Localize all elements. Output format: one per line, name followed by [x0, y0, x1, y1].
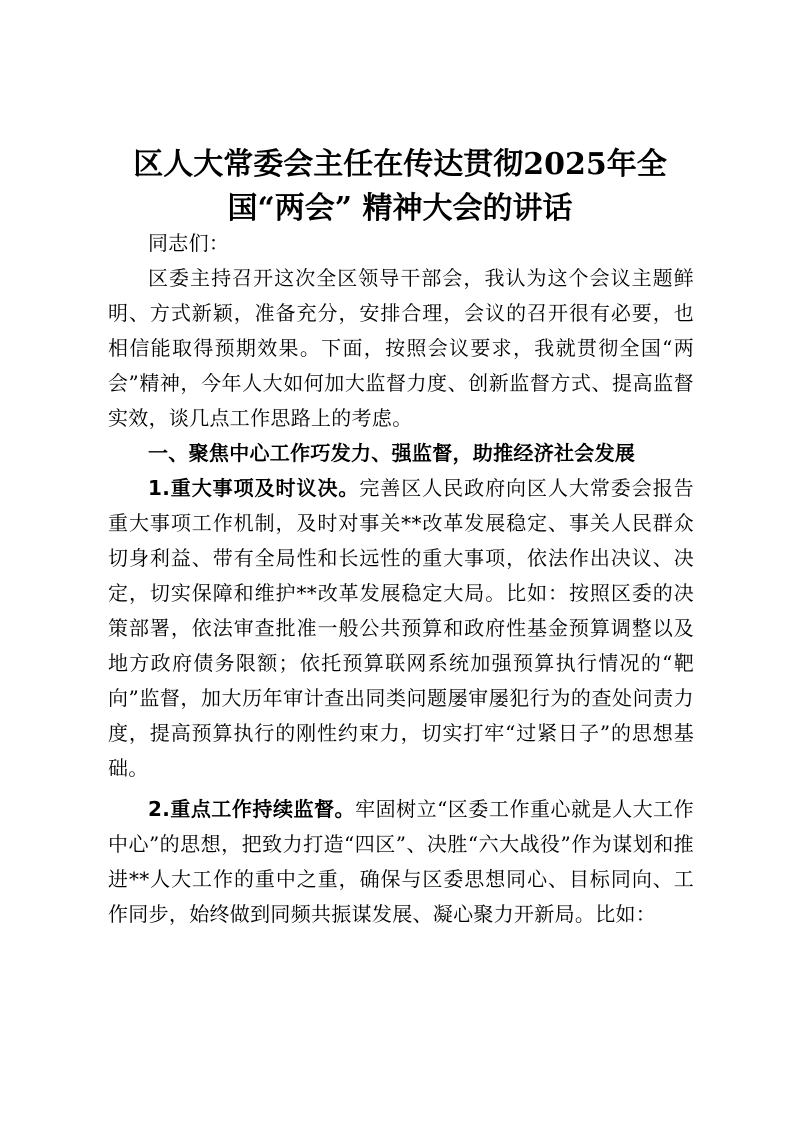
item-1-lead: 1.重大事项及时议决。 — [148, 476, 360, 500]
document-title: 区人大常委会主任在传达贯彻2025年全国“两会” 精神大会的讲话 — [133, 147, 667, 226]
item-2-paragraph — [108, 792, 694, 932]
item-2-text: 牢固树立“区委工作重心就是人大工作中心”的思想，把致力打造“四区”、决胜“六大战役”作为谋划和推进**人大工作的重中之重，确保与区委思想同心、目标同向、工作同步，始终做到同频共振谋发展、凝心聚力开新局。比如： — [108, 797, 694, 926]
item-1-paragraph — [108, 471, 694, 786]
document-body — [108, 226, 694, 932]
section-heading: 一、聚焦中心工作巧发力、强监督，助推经济社会发展 — [148, 441, 636, 465]
intro-paragraph: 区委主持召开这次全区领导干部会，我认为这个会议主题鲜明、方式新颖，准备充分，安排合理，会议的召开很有必要，也相信能取得预期效果。下面，按照会议要求，我就贯彻全国“两会”精神，今年人大如何加大监督力度、创新监督方式、提高监督实效，谈几点工作思路上的考虑。 — [108, 266, 694, 430]
item-2-lead: 2.重点工作持续监督。 — [148, 797, 356, 821]
salutation: 同志们： — [148, 231, 230, 255]
item-1-text: 完善区人民政府向区人大常委会报告重大事项工作机制，及时对事关**改革发展稳定、事关人民群众切身利益、带有全局性和长远性的重大事项，依法作出决议、决定，切实保障和维护**改革发展稳定大局。比如：按照区委的决策部署，依法审查批准一般公共预算和政府性基金预算调整以及地方政府债务限额；依托预算联网系统加强预算执行情况的“靶向”监督，加大历年审计查出同类问题屡审屡犯行为的查处问责力度，提高预算执行的刚性约束力，切实打牢“过紧日子”的思想基础。 — [108, 476, 694, 780]
